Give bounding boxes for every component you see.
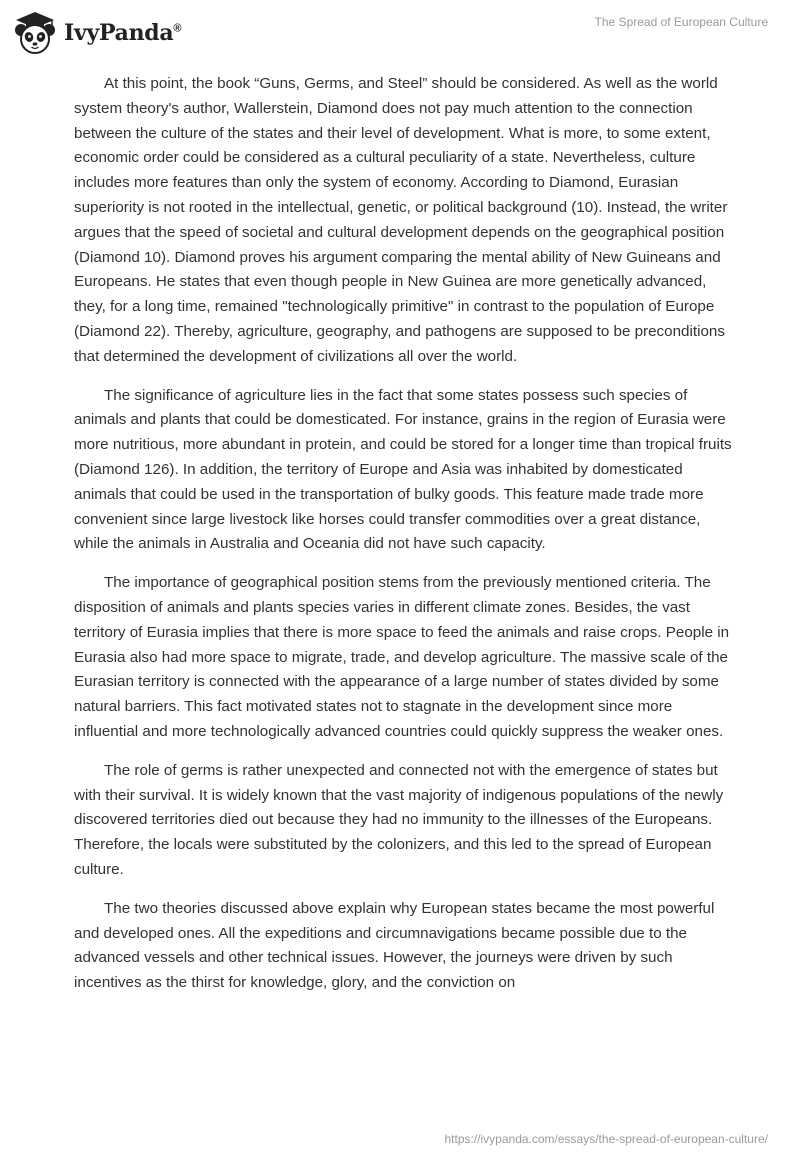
registered-mark: ® xyxy=(173,22,182,35)
brand-name xyxy=(64,20,181,46)
essay-body xyxy=(74,72,734,1010)
page-header xyxy=(0,0,800,70)
paragraph: The significance of agriculture lies in the fact that some states possess such species of animals and plants that could be domesticated. For instance, grains in the region of Eurasia were more nutritious, more abundant in protein, and could be stored for a longer time than tropical fruits (Diamond 126). In addition, the territory of Europe and Asia was inhabited by domesticated animals that could be used in the transportation of bulky goods. This feature made trade more convenient since large livestock like horses could transfer commodities over a great distance, while the animals in Australia and Oceania did not have such capacity. xyxy=(74,386,732,553)
paragraph: The importance of geographical position stems from the previously mentioned criteria. The disposition of animals and plants species varies in different climate zones. Besides, the vast territory of Eurasia implies that there is more space to feed the animals and raise crops. People in Eurasia also had more space to migrate, trade, and develop agriculture. The massive scale of the Eurasian territory is connected with the appearance of a large number of states divided by some natural barriers. This fact motivated states not to stagnate in the development since more influential and more technologically advanced countries could quickly suppress the weaker ones. xyxy=(74,574,730,740)
paragraph: The role of germs is rather unexpected and connected not with the emergence of states but with their survival. It is widely known that the vast majority of indigenous populations of the newly discovered territories died out because they had no immunity to the illnesses of the Europeans. Therefore, the locals were substituted by the colonizers, and this led to the spread of European culture. xyxy=(74,761,724,878)
brand-name-text: IvyPanda xyxy=(64,20,174,46)
source-url-link[interactable]: https://ivypanda.com/essays/the-spread-of-european-culture/ xyxy=(444,1132,768,1146)
paragraph: At this point, the book “Guns, Germs, and Steel” should be considered. As well as the world system theory's author, Wallerstein, Diamond does not pay much attention to the connection between the culture of the states and their level of development. What is more, to some extent, economic order could be considered as a cultural peculiarity of a state. Nevertheless, culture includes more features than only the system of economy. According to Diamond, Eurasian superiority is not rooted in the intellectual, genetic, or political background (10). Instead, the writer argues that the speed of societal and cultural development depends on the geographical position (Diamond 10). Diamond proves his argument comparing the mental ability of New Guineans and Europeans. He states that even though people in New Guinea are more genetically advanced, they, for a long time, remained "technologically primitive" in contrast to the population of Europe (Diamond 22). Thereby, agriculture, geography, and pathogens are supposed to be preconditions that determined the development of civilizations all over the world. xyxy=(74,75,728,365)
document-title: The Spread of European Culture xyxy=(594,15,768,29)
panda-graduate-logo-icon xyxy=(12,10,58,56)
paragraph: The two theories discussed above explain why European states became the most powerful and developed ones. All the expeditions and circumnavigations became possible due to the advanced vessels and other technical issues. However, the journeys were driven by such incentives as the thirst for knowledge, glory, and the conviction on xyxy=(74,899,715,992)
ivypanda-logo[interactable] xyxy=(12,10,181,56)
